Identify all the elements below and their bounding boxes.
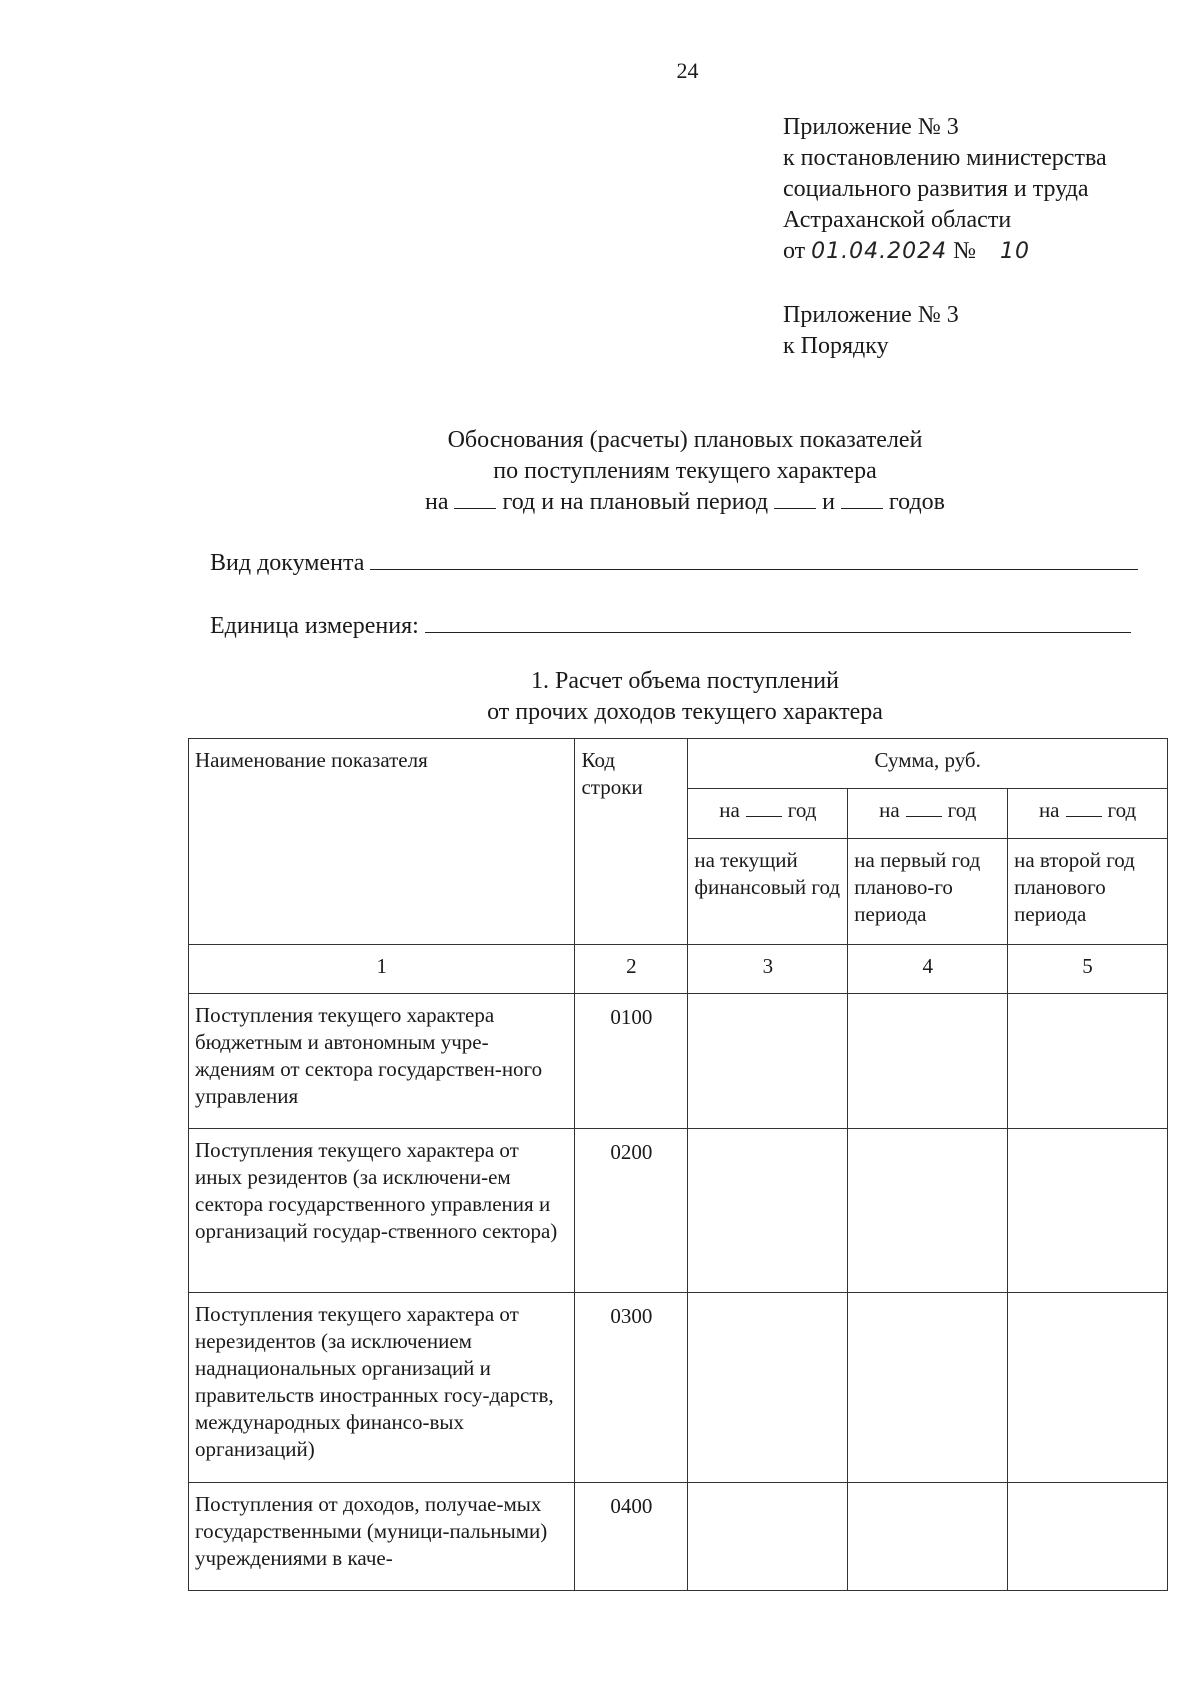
unit-blank: [425, 610, 1131, 633]
appendix-line: Приложение № 3: [783, 114, 959, 140]
section-title-line: 1. Расчет объема поступлений: [530, 668, 839, 694]
value-cell: [1008, 1293, 1168, 1483]
date-prefix: от: [783, 238, 806, 264]
value-cell: [688, 994, 848, 1129]
appendix-to-order: [783, 300, 959, 362]
doc-type-field: [210, 547, 1138, 577]
value-cell: [848, 994, 1008, 1129]
page-number: 24: [676, 58, 699, 83]
header-code-cell: Код строки: [575, 739, 688, 945]
value-cell: [848, 1293, 1008, 1483]
appendix-line: социального развития и труда: [783, 176, 1089, 202]
year-god: год: [787, 798, 817, 822]
subheader-first-plan-year: на первый год планово-го периода: [848, 839, 1008, 945]
year-god: год: [1107, 798, 1137, 822]
header-sum-cell: Сумма, руб.: [688, 739, 1168, 789]
column-number: 3: [688, 945, 848, 994]
year-na: на: [719, 798, 740, 822]
year-blank: [1066, 815, 1102, 817]
row-code: 0300: [575, 1293, 688, 1483]
table-row: [189, 1293, 1168, 1483]
appendix-line: Астраханской области: [783, 207, 1012, 233]
year-cell: [1008, 789, 1168, 839]
doc-type-blank: [370, 547, 1138, 570]
column-number: 4: [848, 945, 1008, 994]
column-number: 1: [189, 945, 575, 994]
year-blank: [841, 507, 883, 509]
year-cell: [848, 789, 1008, 839]
title-line: Обоснования (расчеты) плановых показателей: [447, 427, 923, 453]
year-na: на: [1038, 798, 1060, 822]
title-line: по поступлениям текущего характера: [493, 458, 877, 484]
table-row: [189, 994, 1168, 1129]
year-na: на: [879, 798, 900, 822]
title-word: на: [424, 489, 449, 515]
row-name: Поступления текущего характера от нерезидентов (за исключением наднациональных организаций и правительств иностранных госу-дарств, международных финансо-вых организаций): [189, 1293, 575, 1483]
column-number: 2: [575, 945, 688, 994]
doc-type-label: Вид документа: [210, 550, 365, 576]
row-code: 0100: [575, 994, 688, 1129]
row-name: Поступления текущего характера от иных резидентов (за исключени-ем сектора государственного управления и организаций государ-ственного сектора): [189, 1129, 575, 1293]
appendix2-line: Приложение № 3: [783, 302, 959, 328]
value-cell: [848, 1129, 1008, 1293]
header-name-cell: Наименование показателя: [189, 739, 575, 945]
subheader-current-year: на текущий финансовый год: [688, 839, 848, 945]
value-cell: [688, 1483, 848, 1591]
title-word: и: [822, 489, 835, 515]
appendix-date-line: [783, 236, 1107, 267]
section-title: [180, 666, 1190, 728]
table-row: [189, 1129, 1168, 1293]
row-code: 0200: [575, 1129, 688, 1293]
year-god: год: [947, 798, 977, 822]
row-code: 0400: [575, 1483, 688, 1591]
year-blank: [746, 815, 782, 817]
appendix-line: к постановлению министерства: [783, 145, 1107, 171]
value-cell: [688, 1129, 848, 1293]
value-cell: [688, 1293, 848, 1483]
row-name: Поступления текущего характера бюджетным и автономным учре-ждениям от сектора государствен-ного управления: [189, 994, 575, 1129]
year-cell: [688, 789, 848, 839]
value-cell: [1008, 1129, 1168, 1293]
handwritten-date: 01.04.2024: [811, 239, 948, 264]
unit-field: [210, 610, 1131, 640]
appendix2-line: к Порядку: [783, 333, 889, 359]
revenue-table: [188, 738, 1168, 1591]
unit-label: Единица измерения:: [210, 613, 419, 639]
value-cell: [1008, 1483, 1168, 1591]
row-name: Поступления от доходов, получае-мых государственными (муници-пальными) учреждениями в каче-: [189, 1483, 575, 1591]
handwritten-number: 10: [1000, 239, 1031, 264]
number-sign: №: [953, 238, 977, 264]
title-word: год и на плановый период: [502, 489, 769, 515]
table-row: [189, 1483, 1168, 1591]
column-number: 5: [1008, 945, 1168, 994]
year-blank: [774, 507, 816, 509]
subheader-second-plan-year: на второй год планового периода: [1008, 839, 1168, 945]
title-word: годов: [888, 489, 946, 515]
title-line: [180, 487, 1190, 518]
appendix-header: [783, 112, 1107, 267]
document-title: [180, 425, 1190, 518]
section-title-line: от прочих доходов текущего характера: [487, 699, 883, 725]
year-blank: [906, 815, 942, 817]
value-cell: [848, 1483, 1008, 1591]
year-blank: [454, 507, 496, 509]
value-cell: [1008, 994, 1168, 1129]
